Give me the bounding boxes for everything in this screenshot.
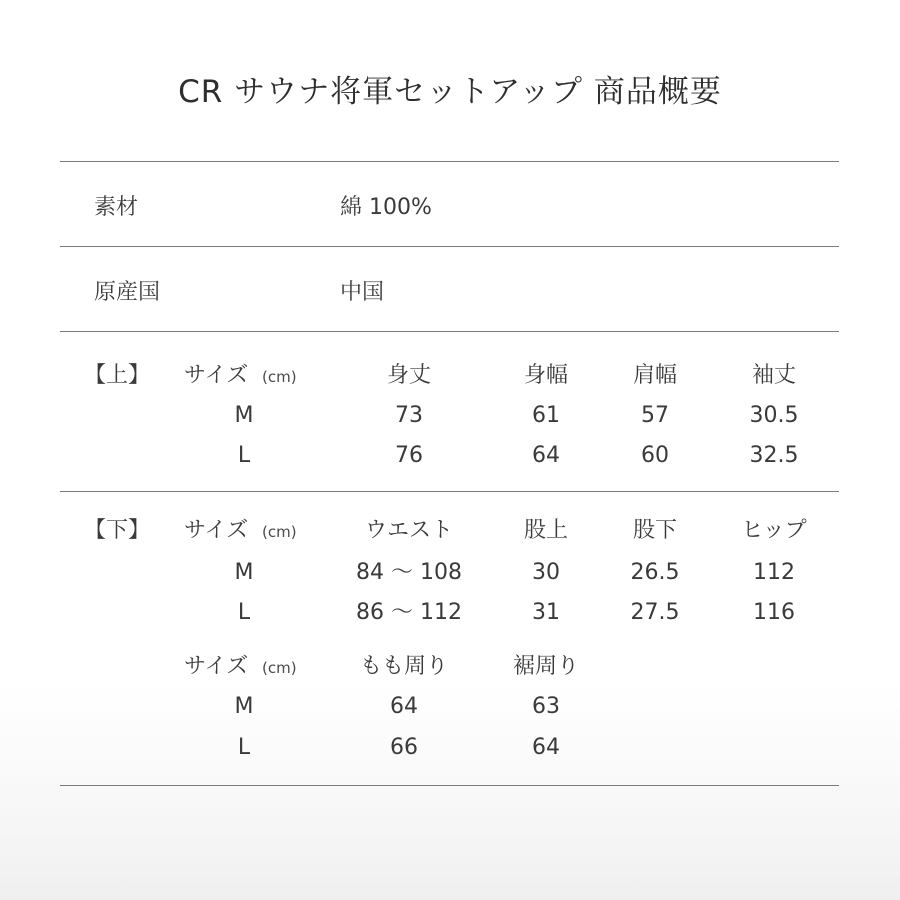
bottoms-extra-row-size: L: [237, 735, 251, 760]
bottoms-extra-size-label: サイズ: [184, 654, 249, 679]
tops-section-label: 【上】: [84, 363, 151, 388]
bottoms-cell: 31: [532, 600, 560, 625]
tops-cell: 76: [395, 443, 423, 468]
bottoms-row-size: M: [234, 560, 254, 585]
bottoms-extra-cell: 64: [532, 735, 560, 760]
divider: [60, 491, 839, 492]
divider: [60, 785, 839, 786]
bottoms-header-hip: ヒップ: [741, 518, 807, 543]
bottoms-unit: (cm): [262, 523, 297, 541]
bottoms-header-hem: 裾周り: [512, 654, 580, 679]
origin-label: 原産国: [94, 280, 161, 305]
bottoms-extra-cell: 63: [532, 694, 560, 719]
bottoms-cell: 116: [753, 600, 795, 625]
tops-size-label: サイズ: [184, 363, 249, 388]
tops-cell: 57: [641, 403, 669, 428]
bottoms-header-waist: ウエスト: [364, 518, 454, 543]
bottoms-cell: 86 〜 112: [356, 600, 462, 625]
bottoms-extra-cell: 66: [390, 735, 418, 760]
bottoms-section-label: 【下】: [84, 518, 151, 543]
tops-header-sleeve: 袖丈: [751, 363, 797, 388]
bottoms-cell: 26.5: [630, 560, 680, 585]
divider: [60, 246, 839, 247]
bottoms-cell: 30: [532, 560, 560, 585]
bottoms-extra-cell: 64: [390, 694, 418, 719]
material-label: 素材: [94, 195, 139, 220]
divider: [60, 161, 839, 162]
bottoms-header-thigh: もも周り: [359, 654, 449, 679]
bottoms-extra-unit: (cm): [262, 659, 297, 677]
tops-header-width: 身幅: [523, 363, 569, 388]
bottoms-cell: 84 〜 108: [356, 560, 462, 585]
tops-cell: 64: [532, 443, 560, 468]
bottoms-cell: 112: [753, 560, 795, 585]
material-value: 綿 100%: [340, 195, 432, 220]
tops-cell: 30.5: [749, 403, 799, 428]
page-title: CR サウナ将軍セットアップ 商品概要: [178, 74, 722, 110]
tops-header-length: 身丈: [386, 363, 432, 388]
tops-cell: 32.5: [749, 443, 799, 468]
tops-header-shoulder: 肩幅: [632, 363, 678, 388]
divider: [60, 331, 839, 332]
tops-cell: 60: [641, 443, 669, 468]
origin-value: 中国: [340, 280, 385, 305]
bottoms-header-inseam: 股下: [632, 518, 678, 543]
bottoms-row-size: L: [237, 600, 251, 625]
tops-row-size: L: [237, 443, 251, 468]
tops-unit: (cm): [262, 368, 297, 386]
bottoms-size-label: サイズ: [184, 518, 249, 543]
bottoms-extra-row-size: M: [234, 694, 254, 719]
tops-row-size: M: [234, 403, 254, 428]
tops-cell: 73: [395, 403, 423, 428]
bottoms-cell: 27.5: [630, 600, 680, 625]
bottoms-header-rise: 股上: [523, 518, 569, 543]
tops-cell: 61: [532, 403, 560, 428]
